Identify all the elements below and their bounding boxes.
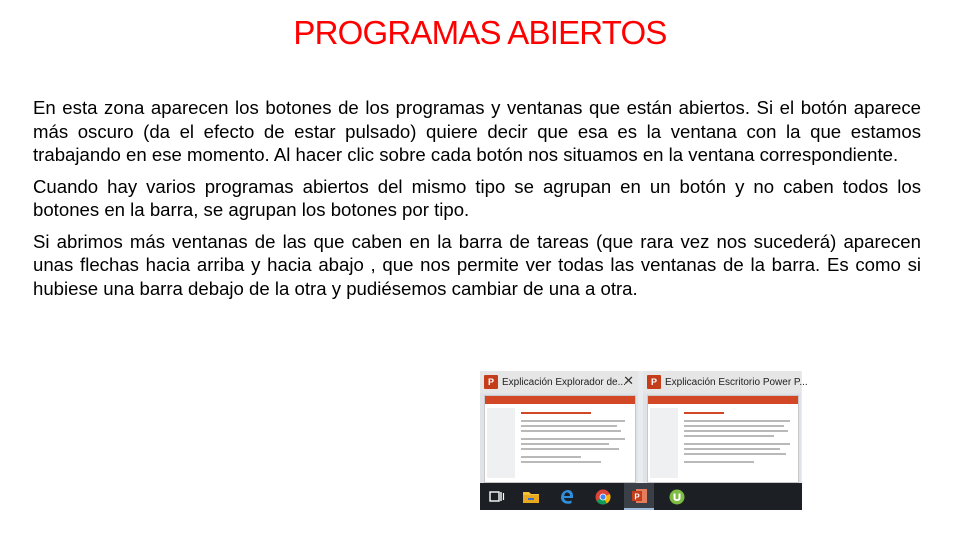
file-explorer-icon[interactable] bbox=[516, 483, 546, 510]
thumbnail-title: Explicación Escritorio Power P... bbox=[665, 376, 808, 388]
taskbar bbox=[480, 483, 802, 510]
paragraph-3: Si abrimos más ventanas de las que caben en la barra de tareas (que rara vez nos sucederá) aparecen unas flechas hacia arriba y hacia abajo , que nos permite ver todas las ventanas de la barra. Es como si hubiese una barra debajo de la otra y pudiésemos cambiar de una a otra. bbox=[33, 230, 921, 299]
task-view-icon[interactable] bbox=[482, 483, 512, 510]
chrome-icon[interactable] bbox=[588, 483, 618, 510]
window-thumbnail-2[interactable] bbox=[643, 371, 808, 483]
document-preview bbox=[647, 395, 799, 483]
paragraph-1: En esta zona aparecen los botones de los programas y ventanas que están abiertos. Si el botón aparece más oscuro (da el efecto de estar pulsado) quiere decir que esa es la ventana con la que estamos trabajando en ese momento. Al hacer clic sobre cada botón nos situamos en la ventana correspondiente. bbox=[33, 97, 921, 165]
powerpoint-icon: P bbox=[484, 375, 498, 389]
thumbnail-title: Explicación Explorador de... bbox=[502, 376, 626, 388]
slide-title: PROGRAMAS ABIERTOS bbox=[293, 14, 667, 51]
utorrent-icon[interactable] bbox=[662, 483, 692, 510]
close-icon[interactable]: ✕ bbox=[623, 373, 634, 388]
powerpoint-icon: P bbox=[647, 375, 661, 389]
edge-icon[interactable] bbox=[552, 483, 582, 510]
window-thumbnail-1[interactable] bbox=[480, 371, 638, 483]
powerpoint-icon[interactable] bbox=[624, 483, 654, 510]
taskbar-screenshot bbox=[480, 371, 808, 510]
document-preview bbox=[484, 395, 636, 483]
slide-body bbox=[33, 96, 921, 308]
svg-text:P: P bbox=[633, 492, 640, 501]
paragraph-2: Cuando hay varios programas abiertos del mismo tipo se agrupan en un botón y no caben todos los botones en la barra, se agrupan los botones por tipo. bbox=[33, 175, 921, 220]
